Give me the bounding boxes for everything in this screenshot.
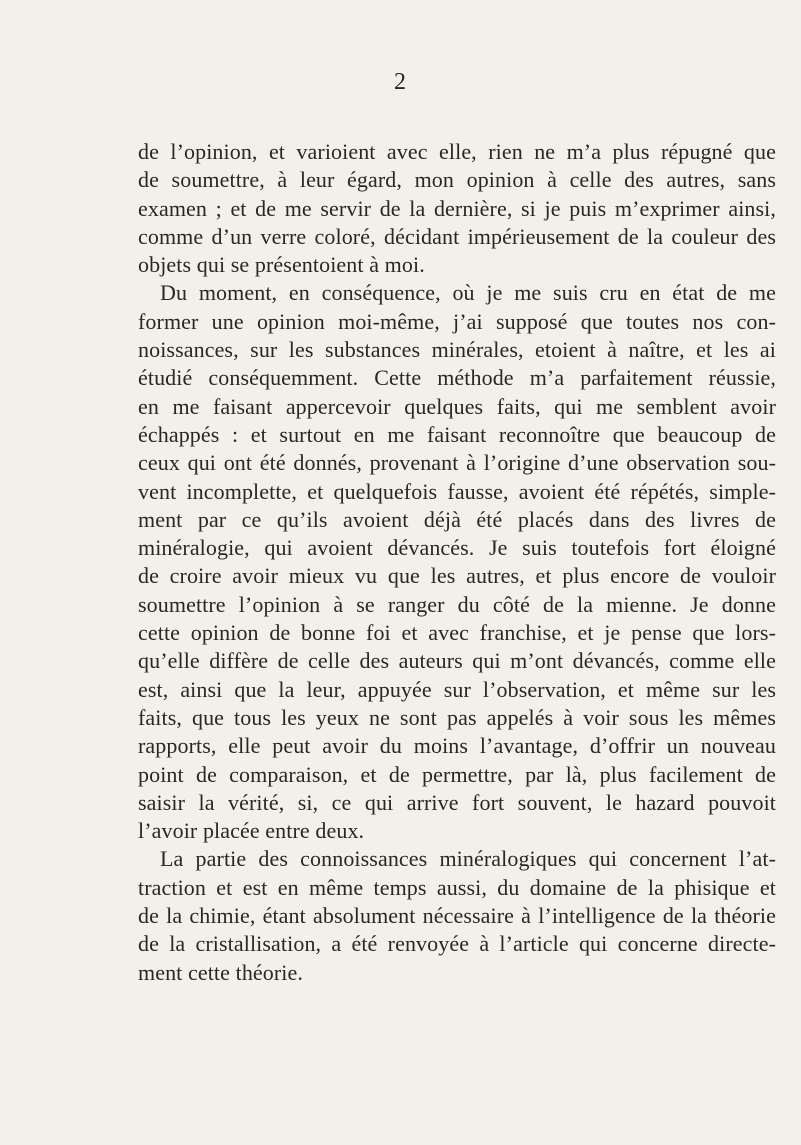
- text-line: rapports, elle peut avoir du moins l’avantage, d’offrir un nouveau: [138, 733, 776, 759]
- text-line: échappés : et surtout en me faisant reconnoître que beaucoup de: [138, 421, 776, 447]
- text-line: La partie des connoissances minéralogiques qui concernent l’at-: [160, 846, 776, 872]
- text-line: de l’opinion, et varioient avec elle, rien ne m’a plus répugné que: [138, 139, 776, 164]
- text-line: de la cristallisation, a été renvoyée à l’article qui concerne directe-: [138, 931, 776, 957]
- text-line: minéralogie, qui avoient dévancés. Je suis toutefois fort éloigné: [138, 535, 776, 561]
- text-line: cette opinion de bonne foi et avec franchise, et je pense que lors-: [138, 620, 776, 646]
- text-line: l’avoir placée entre deux.: [138, 818, 365, 844]
- text-line: est, ainsi que la leur, appuyée sur l’observation, et même sur les: [138, 676, 776, 702]
- text-line: comme d’un verre coloré, décidant impérieusement de la couleur des: [138, 223, 776, 249]
- text-line: objets qui se présentoient à moi.: [138, 252, 425, 278]
- text-line: de soumettre, à leur égard, mon opinion à celle des autres, sans: [138, 167, 776, 193]
- text-line: noissances, sur les substances minérales, etoient à naître, et les ai: [138, 337, 776, 363]
- body-text: [138, 138, 776, 987]
- text-line: point de comparaison, et de permettre, par là, plus facilement de: [138, 761, 776, 787]
- text-line: ment cette théorie.: [138, 959, 303, 985]
- text-line: en me faisant appercevoir quelques faits, qui me semblent avoir: [138, 393, 776, 419]
- text-line: de croire avoir mieux vu que les autres, et plus encore de vouloir: [138, 563, 776, 589]
- text-line: ment par ce qu’ils avoient déjà été placés dans des livres de: [138, 506, 776, 532]
- text-line: traction et est en même temps aussi, du domaine de la phisique et: [138, 874, 776, 900]
- text-line: vent incomplette, et quelquefois fausse, avoient été répétés, simple-: [138, 478, 776, 504]
- text-line: faits, que tous les yeux ne sont pas appelés à voir sous les mêmes: [138, 704, 776, 730]
- text-line: former une opinion moi-même, j’ai supposé que toutes nos con-: [138, 308, 776, 334]
- text-line: Du moment, en conséquence, où je me suis cru en état de me: [160, 280, 776, 306]
- text-line: ceux qui ont été donnés, provenant à l’origine d’une observation sou-: [138, 450, 776, 476]
- text-line: étudié conséquemment. Cette méthode m’a parfaitement réussie,: [138, 365, 776, 391]
- text-line: qu’elle diffère de celle des auteurs qui m’ont dévancés, comme elle: [138, 648, 776, 674]
- text-line: examen ; et de me servir de la dernière, si je puis m’exprimer ainsi,: [138, 195, 776, 221]
- text-line: soumettre l’opinion à se ranger du côté de la mienne. Je donne: [138, 591, 776, 617]
- page-number: 2: [394, 69, 406, 95]
- text-line: saisir la vérité, si, ce qui arrive fort souvent, le hazard pouvoit: [138, 789, 776, 815]
- text-line: de la chimie, étant absolument nécessaire à l’intelligence de la théorie: [138, 903, 776, 929]
